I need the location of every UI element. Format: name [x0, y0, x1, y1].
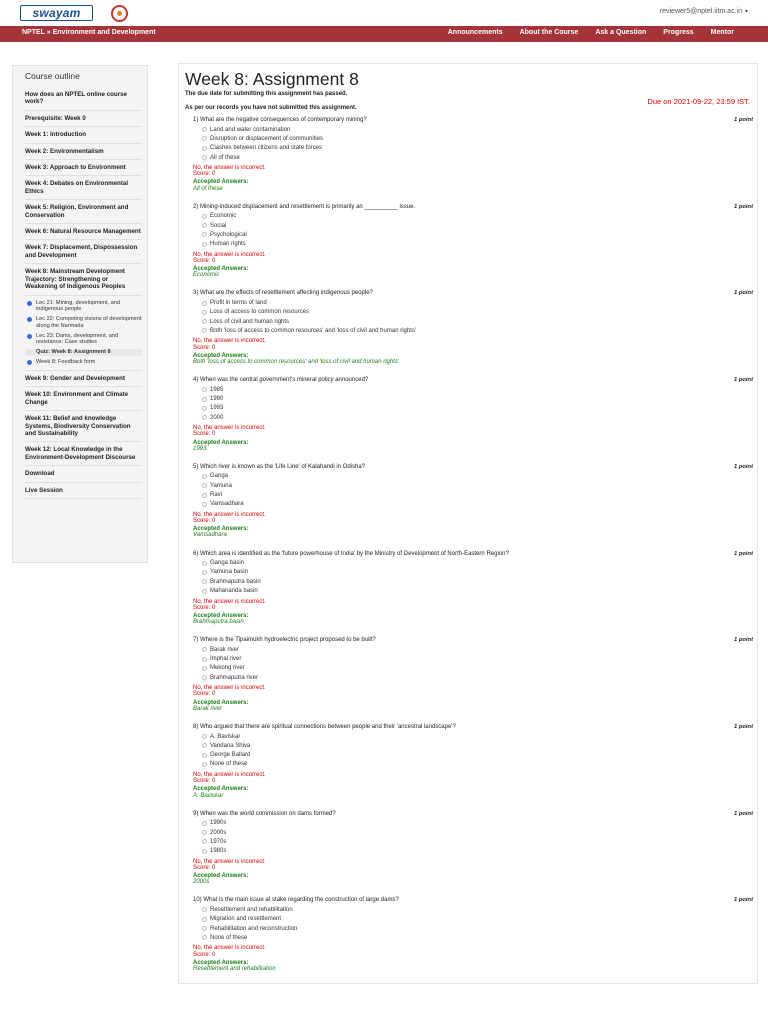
option-list — [202, 472, 244, 509]
option-label: Brahmaputra basin — [210, 578, 261, 585]
score-text: Score: 0 — [193, 951, 216, 958]
answer-option[interactable] — [202, 760, 250, 769]
option-label: 1980s — [210, 848, 227, 855]
option-label: 2000s — [210, 829, 227, 836]
radio-button[interactable] — [202, 657, 207, 662]
user-menu[interactable] — [660, 8, 748, 15]
radio-button[interactable] — [202, 839, 207, 844]
institute-emblem-icon — [111, 5, 128, 22]
sidebar-sub-item-label: Lec 22: Competing visions of development along the Narmada — [36, 316, 142, 329]
sidebar-item[interactable]: Week 9: Gender and Development — [25, 375, 142, 387]
option-label: Rehabilitation and reconstruction — [210, 925, 298, 932]
option-label: Migration and resettlement — [210, 916, 282, 923]
score-text: Score: 0 — [193, 604, 216, 611]
answer-option[interactable] — [202, 385, 223, 394]
question-text: 8) Who argued that there are spiritual connections between people and their 'ancestral landscape'? — [193, 723, 456, 730]
answer-feedback — [193, 859, 266, 886]
option-label: Both 'loss of access to common resources' and 'loss of civil and human rights' — [210, 327, 417, 334]
nav-bar — [0, 26, 768, 42]
radio-button[interactable] — [202, 666, 207, 671]
sidebar-item[interactable]: Week 6: Natural Resource Management — [25, 228, 142, 240]
answer-option[interactable] — [202, 559, 261, 568]
accepted-answer-value: A. Baviskar — [193, 792, 224, 799]
sidebar-sub-item[interactable] — [25, 333, 142, 347]
question-text: 2) Mining-induced displacement and resettlement is primarily an __________ issue. — [193, 203, 416, 210]
question-text: 10) What is the main issue at stake regarding the construction of large dams? — [193, 897, 399, 904]
answer-option[interactable] — [202, 732, 250, 741]
radio-button[interactable] — [202, 406, 207, 411]
week-8-sub-items — [25, 300, 142, 371]
due-passed-notice: The due date for submitting this assignment has passed. — [185, 91, 348, 97]
score-text: Score: 0 — [193, 691, 216, 698]
score-text: Score: 0 — [193, 431, 216, 438]
answer-option[interactable] — [202, 212, 247, 221]
sidebar-sub-item-label: Lec 23: Dams, development, and resistance: Case studies — [36, 332, 119, 346]
swayam-logo[interactable] — [20, 5, 93, 21]
option-label: Social — [210, 222, 227, 229]
option-label: 1993 — [210, 405, 224, 412]
option-label: Loss of civil and human rights — [210, 318, 290, 325]
answer-option[interactable] — [202, 326, 416, 335]
option-list — [202, 819, 226, 856]
option-label: Loss of access to common resources — [210, 309, 310, 316]
accepted-answers-label: Accepted Answers: — [193, 612, 249, 619]
question-block — [193, 204, 753, 288]
sidebar-item[interactable]: Week 7: Displacement, Dispossession and Development — [25, 244, 142, 264]
page-title: Week 8: Assignment 8 — [185, 69, 359, 89]
radio-button[interactable] — [202, 493, 207, 498]
question-points: 1 point — [734, 463, 753, 470]
incorrect-message: No, the answer is incorrect. — [193, 251, 266, 258]
answer-option[interactable] — [202, 586, 261, 595]
incorrect-message: No, the answer is incorrect. — [193, 338, 266, 345]
radio-button[interactable] — [202, 474, 207, 479]
question-block — [193, 811, 753, 895]
question-block — [193, 637, 753, 721]
radio-button[interactable] — [202, 483, 207, 488]
question-points: 1 point — [734, 810, 753, 817]
option-label: A. Baviskar — [210, 733, 241, 740]
question-block — [193, 551, 753, 635]
answer-option[interactable] — [202, 500, 244, 509]
nav-mentor[interactable]: Mentor — [710, 29, 734, 36]
option-label: Land and water contamination — [210, 126, 291, 133]
question-points: 1 point — [734, 897, 753, 904]
score-text: Score: 0 — [193, 257, 216, 264]
accepted-answers-label: Accepted Answers: — [193, 786, 249, 793]
sidebar-sub-item[interactable] — [25, 316, 142, 330]
radio-button[interactable] — [202, 232, 207, 237]
accepted-answer-value: Vamsadhara — [193, 532, 227, 539]
answer-option[interactable] — [202, 819, 226, 828]
option-list — [202, 905, 297, 942]
radio-button[interactable] — [202, 301, 207, 306]
option-label: None of these — [210, 761, 248, 768]
answer-option[interactable] — [202, 915, 297, 924]
radio-button[interactable] — [202, 734, 207, 739]
answer-option[interactable] — [202, 404, 223, 413]
sidebar-items — [25, 91, 142, 503]
option-list — [202, 559, 261, 596]
sidebar-title: Course outline — [25, 71, 80, 81]
option-list — [202, 212, 247, 249]
option-label: 1990 — [210, 396, 224, 403]
option-label: Brahmaputra river — [210, 674, 259, 681]
option-label: Economic — [210, 213, 237, 220]
user-email: reviewer5@nptel.iitm.ac.in — [659, 8, 742, 15]
answer-option[interactable] — [202, 654, 258, 663]
option-label: Ganga — [210, 473, 229, 480]
answer-option[interactable] — [202, 125, 323, 134]
accepted-answers-label: Accepted Answers: — [193, 439, 249, 446]
bullet-icon — [27, 350, 32, 355]
radio-button[interactable] — [202, 830, 207, 835]
answer-option[interactable] — [202, 577, 261, 586]
option-list — [202, 385, 223, 422]
answer-feedback — [193, 945, 276, 972]
radio-button[interactable] — [202, 647, 207, 652]
question-block — [193, 117, 753, 201]
radio-button[interactable] — [202, 127, 207, 132]
answer-option[interactable] — [202, 828, 226, 837]
question-points: 1 point — [734, 550, 753, 557]
option-list — [202, 125, 323, 162]
logo-text: swayam — [32, 6, 81, 20]
answer-option[interactable] — [202, 308, 416, 317]
incorrect-message: No, the answer is incorrect. — [193, 945, 266, 952]
question-points: 1 point — [734, 117, 753, 123]
answer-option[interactable] — [202, 568, 261, 577]
option-label: 1990s — [210, 820, 227, 827]
sidebar-sub-item-label: Week 8: Feedback form — [36, 359, 96, 366]
radio-button[interactable] — [202, 743, 207, 748]
bullet-icon — [27, 301, 32, 306]
sidebar-item[interactable]: Week 8: Mainstream Development Trajectory: Strengthening or Weakening of Indigenous Peoples — [25, 268, 142, 295]
answer-feedback — [193, 599, 266, 626]
accepted-answers-label: Accepted Answers: — [193, 266, 249, 273]
option-label: Disruption or displacement of communities — [210, 135, 324, 142]
radio-button[interactable] — [202, 762, 207, 767]
incorrect-message: No, the answer is incorrect. — [193, 425, 266, 432]
answer-option[interactable] — [202, 240, 247, 249]
answer-feedback — [193, 252, 266, 279]
radio-button[interactable] — [202, 926, 207, 931]
score-text: Score: 0 — [193, 864, 216, 871]
incorrect-message: No, the answer is incorrect. — [193, 685, 266, 692]
score-text: Score: 0 — [193, 518, 216, 524]
question-text: 6) Which area is identified as the 'future powerhouse of India' by the Ministry of Development of North-Eastern Region? — [193, 550, 509, 557]
accepted-answer-value: Brahmaputra basin — [193, 619, 244, 626]
answer-option[interactable] — [202, 490, 244, 499]
option-list — [202, 645, 258, 682]
sidebar-item[interactable]: Live Session — [25, 487, 142, 499]
question-block — [193, 377, 753, 461]
accepted-answer-value: Both 'loss of access to common resources' and 'loss of civil and human rights' — [193, 359, 400, 365]
radio-button[interactable] — [202, 397, 207, 402]
sidebar-sub-item-label: Lec 21: Mining, development, and indigenous people — [36, 299, 120, 313]
answer-option[interactable] — [202, 394, 223, 403]
incorrect-message: No, the answer is incorrect. — [193, 771, 266, 778]
answer-feedback — [193, 772, 266, 799]
answer-option[interactable] — [202, 933, 297, 942]
question-points: 1 point — [734, 377, 753, 384]
option-list — [202, 298, 416, 335]
answer-option[interactable] — [202, 221, 247, 230]
option-label: Vandana Shiva — [210, 742, 251, 749]
question-block — [193, 464, 753, 548]
accepted-answer-value: Resettlement and rehabilitation — [193, 965, 276, 972]
sidebar-sub-item[interactable] — [25, 359, 142, 366]
option-label: 1985 — [210, 386, 224, 393]
answer-feedback — [193, 685, 266, 712]
option-label: 2000 — [210, 414, 224, 421]
radio-button[interactable] — [202, 753, 207, 758]
accepted-answers-label: Accepted Answers: — [193, 352, 249, 359]
answer-option[interactable] — [202, 472, 244, 481]
sidebar-item[interactable]: Week 12: Local Knowledge in the Environment-Development Discourse — [25, 446, 142, 466]
answer-option[interactable] — [202, 317, 416, 326]
question-points: 1 point — [734, 290, 753, 297]
question-text: 9) When was the world commission on dams formed? — [193, 810, 336, 817]
sidebar-item[interactable]: Download — [25, 470, 142, 482]
incorrect-message: No, the answer is incorrect. — [193, 858, 266, 865]
option-label: 1970s — [210, 838, 227, 845]
radio-button[interactable] — [202, 579, 207, 584]
score-text: Score: 0 — [193, 344, 216, 351]
sidebar-item[interactable]: Prerequisite: Week 0 — [25, 115, 142, 127]
option-label: Yamuna — [210, 482, 232, 489]
sidebar-sub-item-current[interactable] — [25, 349, 142, 356]
radio-button[interactable] — [202, 415, 207, 420]
option-label: Barak river — [210, 646, 240, 653]
sidebar-item[interactable]: Week 3: Approach to Environment — [25, 164, 142, 176]
option-label: Mekong river — [210, 665, 245, 672]
question-text: 7) Where is the Tipaimukh hydroelectric project proposed to be built? — [193, 637, 376, 644]
radio-button[interactable] — [202, 907, 207, 912]
option-label: None of these — [210, 934, 248, 941]
radio-button[interactable] — [202, 917, 207, 922]
option-label: Psychological — [210, 231, 247, 238]
answer-option[interactable] — [202, 846, 226, 855]
radio-button[interactable] — [202, 675, 207, 680]
radio-button[interactable] — [202, 561, 207, 566]
option-list — [202, 732, 250, 769]
radio-button[interactable] — [202, 849, 207, 854]
answer-option[interactable] — [202, 144, 323, 153]
course-breadcrumb[interactable]: NPTEL » Environment and Development — [22, 29, 156, 36]
answer-option[interactable] — [202, 924, 297, 933]
score-text: Score: 0 — [193, 778, 216, 785]
due-date: Due on 2021-09-22, 23:59 IST. — [647, 97, 750, 106]
nav-about-course[interactable]: About the Course — [519, 29, 579, 36]
option-label: Vamsadhara — [210, 501, 244, 508]
question-points: 1 point — [734, 203, 753, 210]
radio-button[interactable] — [202, 319, 207, 324]
nav-links — [448, 29, 734, 36]
radio-button[interactable] — [202, 821, 207, 826]
question-text: 3) What are the effects of resettlement affecting indigenous people? — [193, 290, 373, 297]
option-label: Resettlement and rehabilitation — [210, 906, 293, 913]
option-label: Mahananda basin — [210, 588, 258, 595]
question-points: 1 point — [734, 637, 753, 644]
top-bar — [0, 0, 768, 26]
radio-button[interactable] — [202, 387, 207, 392]
answer-option[interactable] — [202, 905, 297, 914]
sidebar-sub-item[interactable] — [25, 300, 142, 314]
accepted-answer-value: 1993 — [193, 445, 207, 452]
question-points: 1 point — [734, 723, 753, 730]
question-text: 1) What are the negative consequences of contemporary mining? — [193, 117, 367, 123]
answer-option[interactable] — [202, 664, 258, 673]
radio-button[interactable] — [202, 223, 207, 228]
answer-option[interactable] — [202, 413, 223, 422]
radio-button[interactable] — [202, 935, 207, 940]
bullet-icon — [27, 317, 32, 322]
answer-option[interactable] — [202, 673, 258, 682]
sidebar-item[interactable]: Week 2: Environmentalism — [25, 148, 142, 160]
option-label: Clashes between citizens and state forces — [210, 145, 323, 152]
incorrect-message: No, the answer is incorrect. — [193, 165, 266, 171]
radio-button[interactable] — [202, 155, 207, 160]
answer-option[interactable] — [202, 741, 250, 750]
sidebar-item[interactable]: Week 1: Introduction — [25, 131, 142, 143]
answer-option[interactable] — [202, 230, 247, 239]
answer-feedback — [193, 425, 266, 452]
radio-button[interactable] — [202, 310, 207, 315]
bullet-icon — [27, 360, 32, 365]
radio-button[interactable] — [202, 502, 207, 507]
question-block — [193, 724, 753, 808]
accepted-answers-label: Accepted Answers: — [193, 526, 249, 533]
nav-ask-question[interactable]: Ask a Question — [595, 29, 647, 36]
answer-option[interactable] — [202, 750, 250, 759]
radio-button[interactable] — [202, 589, 207, 594]
answer-option[interactable] — [202, 298, 416, 307]
chevron-down-icon: ▾ — [744, 9, 748, 15]
option-label: Ravi — [210, 492, 223, 499]
incorrect-message: No, the answer is incorrect. — [193, 598, 266, 605]
option-label: Human rights — [210, 241, 246, 248]
accepted-answer-value: 2000s — [193, 879, 210, 886]
option-label: Imphal river — [210, 656, 242, 663]
answer-option[interactable] — [202, 645, 258, 654]
nav-announcements[interactable]: Announcements — [447, 29, 503, 36]
radio-button[interactable] — [202, 242, 207, 247]
answer-option[interactable] — [202, 481, 244, 490]
radio-button[interactable] — [202, 214, 207, 219]
radio-button[interactable] — [202, 146, 207, 151]
option-label: Yamuna basin — [210, 569, 248, 576]
accepted-answer-value: All of these — [193, 185, 223, 192]
assignment-panel — [178, 63, 758, 984]
radio-button[interactable] — [202, 328, 207, 333]
sidebar-item[interactable]: How does an NPTEL online course work? — [25, 91, 142, 111]
answer-feedback — [193, 165, 266, 192]
answer-option[interactable] — [202, 134, 323, 143]
radio-button[interactable] — [202, 570, 207, 575]
accepted-answers-label: Accepted Answers: — [193, 179, 249, 186]
accepted-answers-label: Accepted Answers: — [193, 699, 249, 706]
question-text: 4) When was the central government's mineral policy announced? — [193, 377, 369, 384]
accepted-answers-label: Accepted Answers: — [193, 959, 249, 966]
accepted-answer-value: Economic — [193, 272, 220, 279]
answer-feedback — [193, 512, 266, 539]
radio-button[interactable] — [202, 136, 207, 141]
answer-option[interactable] — [202, 153, 323, 162]
answer-feedback — [193, 338, 399, 365]
sidebar-item[interactable]: Week 5: Religion, Environment and Conservation — [25, 204, 142, 224]
sidebar-item[interactable]: Week 11: Belief and knowledge Systems, Biodiversity Conservation and Sustainability — [25, 415, 142, 442]
incorrect-message: No, the answer is incorrect. — [193, 511, 266, 518]
question-text: 5) Which river is known as the 'Life Line' of Kalahandi in Odisha? — [193, 463, 366, 470]
option-label: Ganga basin — [210, 560, 245, 567]
course-outline-sidebar — [12, 65, 148, 563]
question-block — [193, 897, 753, 981]
score-text: Score: 0 — [193, 171, 216, 178]
accepted-answer-value: Barak river — [193, 705, 223, 712]
option-label: Profit in terms of land — [210, 300, 267, 307]
accepted-answers-label: Accepted Answers: — [193, 873, 249, 879]
answer-option[interactable] — [202, 837, 226, 846]
not-submitted-notice: As per our records you have not submitted this assignment. — [185, 105, 357, 111]
option-label: George Ballard — [210, 752, 251, 759]
sidebar-item[interactable]: Week 10: Environment and Climate Change — [25, 391, 142, 411]
nav-progress[interactable]: Progress — [663, 29, 694, 36]
bullet-icon — [27, 334, 32, 339]
question-block — [193, 290, 753, 374]
option-label: All of these — [210, 154, 240, 161]
sidebar-item[interactable]: Week 4: Debates on Environmental Ethics — [25, 180, 142, 200]
sidebar-sub-item-label: Quiz: Week 8: Assignment 8 — [36, 349, 111, 356]
